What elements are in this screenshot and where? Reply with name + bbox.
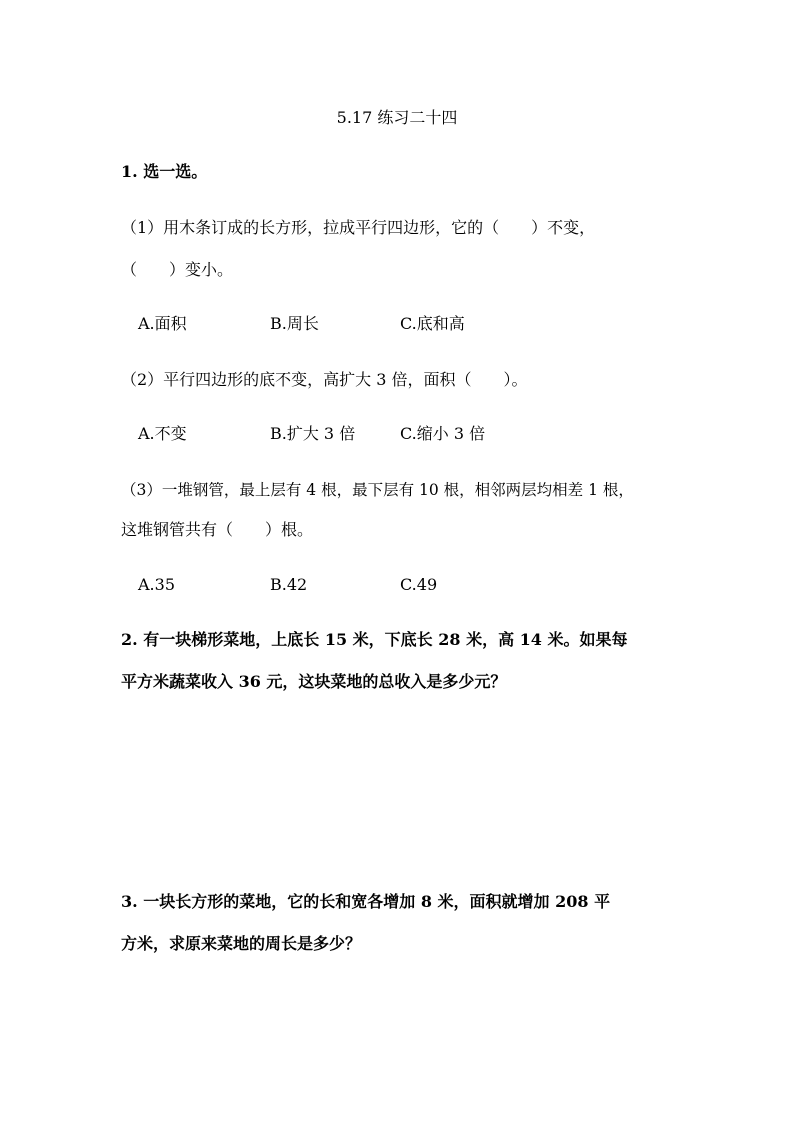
question-1-2-line-1: （2）平行四边形的底不变，高扩大 3 倍，面积（ ）。 bbox=[121, 370, 528, 389]
question-1-2-option-a: A.不变 bbox=[138, 424, 187, 443]
question-1-1-option-c: C.底和高 bbox=[400, 314, 465, 333]
question-1-heading: 1. 选一选。 bbox=[121, 162, 208, 181]
question-1-3-option-c: C.49 bbox=[400, 575, 438, 594]
question-1-2-option-c: C.缩小 3 倍 bbox=[400, 424, 486, 443]
question-1-3-option-b: B.42 bbox=[270, 575, 308, 594]
question-1-1-option-b: B.周长 bbox=[270, 314, 319, 333]
question-1-3-line-1: （3）一堆钢管，最上层有 4 根，最下层有 10 根，相邻两层均相差 1 根， bbox=[121, 481, 634, 499]
question-2-line-1: 2. 有一块梯形菜地，上底长 15 米，下底长 28 米，高 14 米。如果每 bbox=[121, 630, 628, 649]
question-1-1-option-a: A.面积 bbox=[138, 314, 187, 333]
question-1-1-line-1: （1）用木条订成的长方形，拉成平行四边形，它的（ ）不变， bbox=[121, 218, 596, 237]
page-title: 5.17 练习二十四 bbox=[336, 108, 458, 127]
question-1-3-option-a: A.35 bbox=[138, 575, 175, 594]
question-1-2-option-b: B.扩大 3 倍 bbox=[270, 424, 356, 443]
question-2-line-2: 平方米蔬菜收入 36 元，这块菜地的总收入是多少元？ bbox=[121, 672, 507, 691]
question-3-line-1: 3. 一块长方形的菜地，它的长和宽各增加 8 米，面积就增加 208 平 bbox=[121, 892, 611, 911]
question-1-3-line-2: 这堆钢管共有（ ）根。 bbox=[121, 520, 314, 539]
question-1-1-line-2: （ ）变小。 bbox=[121, 260, 234, 279]
question-3-line-2: 方米，求原来菜地的周长是多少？ bbox=[121, 934, 362, 953]
